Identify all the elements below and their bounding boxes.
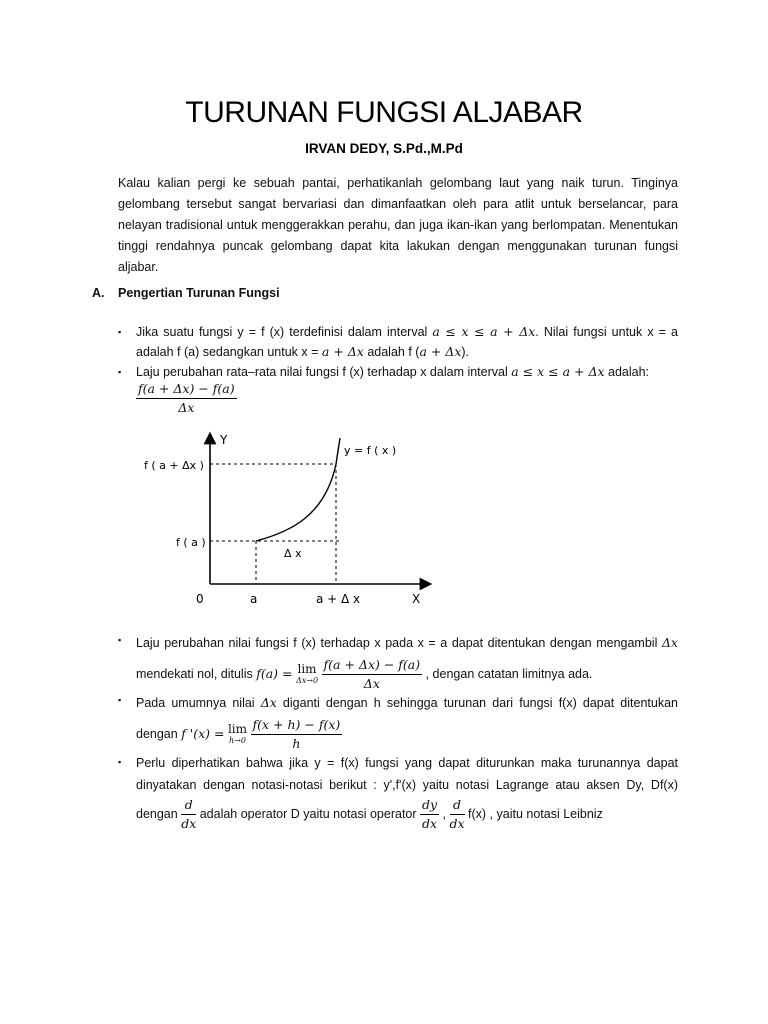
fa-label: f ( a ) [176,536,206,549]
function-curve [256,438,340,541]
origin-label: 0 [196,592,204,606]
item-text: adalah f ( [363,345,420,359]
item-text: Pada umumnya nilai [136,696,261,710]
list-item [118,690,678,753]
fraction-numerator: d [450,796,465,815]
list-item [118,362,678,382]
bullet-icon: ▪ [118,635,122,645]
tick-a-label: a [250,592,258,606]
fraction-numerator: f(x + h) − f(x) [251,716,343,735]
item-text: mendekati nol, ditulis [136,666,257,681]
y-axis-label: Y [220,433,228,447]
section-title: Pengertian Turunan Fungsi [118,286,280,300]
document-title: TURUNAN FUNGSI ALJABAR [185,96,583,129]
fraction-numerator: f(a + Δx) − f(a) [136,380,237,399]
derivative-fraction [251,716,343,753]
math-expression: a + Δx [419,344,462,359]
item-text: , dengan catatan limitnya ada. [422,666,593,681]
list-item [118,752,678,833]
item-text: adalah: [604,365,650,379]
tick-a-dx-label: a + Δ x [316,592,361,606]
section-heading [92,286,280,300]
author-name: IRVAN DEDY, S.Pd.,M.Pd [305,141,463,156]
limit-operator [296,663,318,687]
fraction-denominator: Δx [178,400,195,415]
rate-formula [136,380,237,417]
fraction-numerator: f(a + Δx) − f(a) [322,656,423,675]
item-text: f(x) , yaitu notasi Leibniz [464,806,603,821]
bullet-icon: ▪ [118,695,122,705]
item-text: , [439,806,450,821]
d-dx-fraction [450,796,465,833]
math-lhs: f(a) = [256,665,293,681]
list-item [118,322,678,362]
list-item [118,630,678,693]
derivative-graph [130,428,450,614]
item-text: ). [461,345,470,359]
item-text: adalah operator D yaitu notasi operator [196,806,420,821]
fraction-denominator: h [292,736,301,751]
item-text: diganti dengan h sehingga turunan dari fungsi f(x) dapat ditentukan dengan [136,696,678,741]
dx-label: Δ x [284,547,302,560]
math-delta-x: Δx [661,635,678,650]
math-interval: a ≤ x ≤ a + Δx [511,364,605,379]
fraction-denominator: dx [422,816,438,831]
bullet-icon: ▪ [118,757,122,767]
limit-label: lim [227,721,248,736]
x-axis-label: X [412,592,421,606]
math-interval: a ≤ x ≤ a + Δx [432,324,536,339]
fa-dx-label: f ( a + Δx ) [144,459,204,472]
intro-paragraph: Kalau kalian pergi ke sebuah pantai, perhatikanlah gelombang laut yang naik turun. Tinginya gelombang tersebut sangat bervariasi dan dimanfaatkan oleh para atlit untuk berselancar, para nelayan tradisional untuk menggerakkan perahu, dan juga ikan-ikan yang berlompatan. Menentukan tinggi rendahnya puncak gelombang dapat kita lakukan dengan menggunakan turunan fungsi aljabar. [118,176,678,274]
math-delta-x: Δx [260,695,277,710]
curve-label: y = f ( x ) [344,444,397,457]
d-operator-fraction [181,796,196,833]
item-text: Jika suatu fungsi y = f (x) terdefinisi dalam interval [136,325,433,339]
limit-operator [228,723,247,747]
limit-subscript: h→0 [229,735,246,745]
derivative-fraction [322,656,423,693]
item-text: Laju perubahan rata–rata nilai fungsi f (x) terhadap x dalam interval [136,365,512,379]
math-expression: a + Δx [321,344,364,359]
limit-label: lim [297,661,317,676]
bullet-icon: ▪ [118,367,122,377]
fraction-denominator: Δx [363,676,380,691]
section-letter: A. [92,286,105,300]
math-lhs: f '(x) = [181,725,225,741]
fraction-denominator: dx [449,816,465,831]
item-text: Laju perubahan nilai fungsi f (x) terhadap x pada x = a dapat ditentukan dengan mengambil [136,636,662,650]
dy-dx-fraction [420,796,439,833]
fraction-numerator: dy [420,796,439,815]
fraction-numerator: d [181,796,196,815]
item-text: . Nilai fungsi untuk x = a adalah f (a) sedangkan untuk x = [136,325,678,359]
fraction-denominator: dx [181,816,197,831]
limit-subscript: Δx→0 [295,675,319,685]
item-text: Perlu diperhatikan bahwa jika y = f(x) fungsi yang dapat diturunkan maka turunannya dapat dinyatakan dengan notasi-notasi berikut : y',f'(x) yaitu notasi Lagrange atau aksen Dy, Df(x) dengan [136,756,678,821]
bullet-icon: ▪ [118,327,122,337]
